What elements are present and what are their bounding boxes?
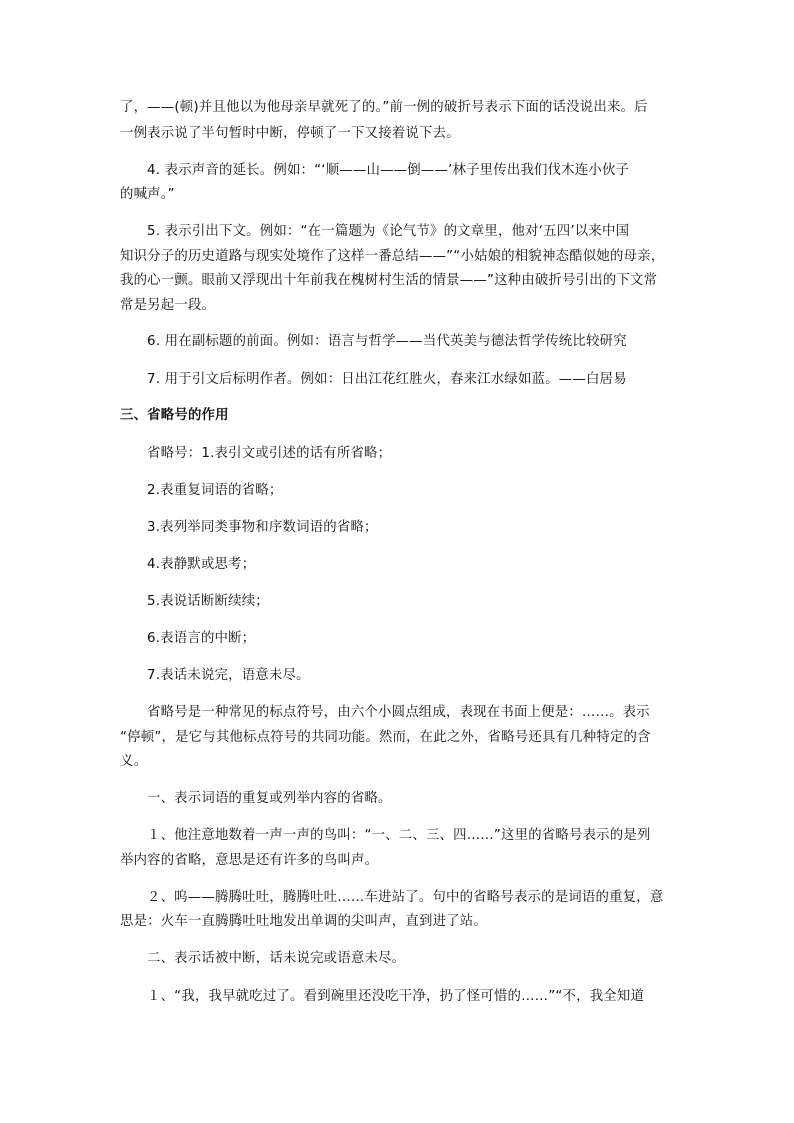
text-line: 常是另起一段。 (120, 298, 216, 313)
text-line: 6.表语言的中断； (147, 631, 256, 646)
text-line: 5. 表示引出下文。例如：“在一篇题为《论气节》的文章里，他对‘五四’以来中国 (147, 224, 630, 239)
text-line: １、“我，我早就吃过了。看到碗里还没吃干净，扔了怪可惜的……”“不，我全知道 (147, 989, 645, 1004)
text-line: 3.表列举同类事物和序数词语的省略； (147, 520, 378, 535)
text-line: “停顿”，是它与其他标点符号的共同功能。然而，在此之外，省略号还具有几种特定的含 (120, 730, 651, 745)
text-line: 4. 表示声音的延长。例如：“‘顺——山——倒——’林子里传出我们伐木连小伙子 (147, 163, 630, 178)
text-line: ２、呜——腾腾吐吐，腾腾吐吐……车进站了。句中的省略号表示的是词语的重复，意 (147, 890, 664, 905)
text-line: 6. 用在副标题的前面。例如：语言与哲学——当代英美与德法哲学传统比较研究 (147, 334, 627, 349)
text-line: 7. 用于引文后标明作者。例如：日出江花红胜火，春来江水绿如蓝。——白居易 (147, 372, 627, 387)
text-line: 一、表示词语的重复或列举内容的省略。 (147, 791, 392, 806)
text-line: 省略号：1.表引文或引述的话有所省略； (147, 446, 392, 461)
section-heading: 三、省略号的作用 (120, 408, 229, 423)
text-line: 举内容的省略，意思是还有许多的鸟叫声。 (120, 853, 379, 868)
text-line: 我的心一颤。眼前又浮现出十年前我在槐树村生活的情景——”这种由破折号引出的下文常 (120, 273, 658, 288)
text-line: 了，——(顿)并且他以为他母亲早就死了的。”前一例的破折号表示下面的话没说出来。后 (120, 100, 648, 115)
text-line: 思是：火车一直腾腾吐吐地发出单调的尖叫声，直到进了站。 (120, 914, 487, 929)
text-line: 5.表说话断断续续； (147, 594, 269, 609)
text-line: 7.表话未说完，语意未尽。 (147, 668, 310, 683)
text-line: １、他注意地数着一声一声的鸟叫：“一、二、三、四……”这里的省略号表示的是列 (147, 828, 651, 843)
text-line: 一例表示说了半句暂时中断，停顿了一下又接着说下去。 (120, 126, 460, 141)
text-line: 4.表静默或思考； (147, 557, 256, 572)
text-line: 2.表重复词语的省略； (147, 483, 283, 498)
text-line: 知识分子的历史道路与现实处境作了这样一番总结——”“小姑娘的相貌神态酷似她的母亲， (120, 249, 665, 264)
text-line: 的喊声。” (120, 187, 175, 202)
text-line: 省略号是一种常见的标点符号，由六个小圆点组成，表现在书面上便是：……。表示 (147, 705, 650, 720)
text-line: 义。 (120, 754, 148, 769)
text-line: 二、表示话被中断，话未说完或语意未尽。 (147, 951, 406, 966)
